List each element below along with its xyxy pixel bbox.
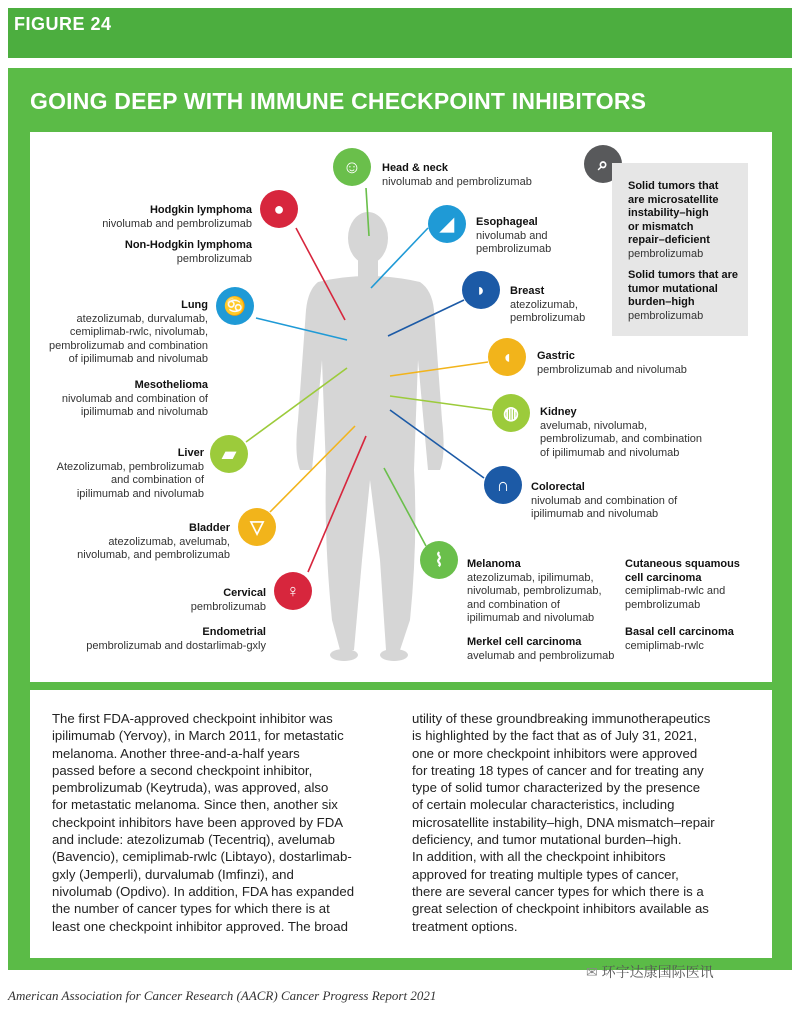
paragraph-left: The first FDA-approved checkpoint inhibitor was ipilimumab (Yervoy), in March 2011, for metastatic melanoma. Another three-and-a-half years passed before a second checkpoint inhibitor, pembrolizumab (Keytruda), was approved, also for metastatic melanoma. Since then, another six checkpoint inhibitors have been approved by FDA and include: atezolizumab (Tecentriq), avelumab (Bavencio), cemiplimab-rwlc (Libtayo), dostarlimab- gxly (Jemperli), durvalumab (Imfinzi), and nivolumab (Opdivo). In addition, FDA has expanded the number of cancer types for which there is at least one checkpoint inhibitor approved. The broad [52,711,355,934]
liver-icon: ▰ [210,435,248,473]
label-cervical: Cervical pembrolizumab [190,587,266,613]
solid-tumors-msi-label: Solid tumors that are microsatellite instability–high or mismatch repair–deficient pembrolizumab [628,180,719,260]
figure-title: GOING DEEP WITH IMMUNE CHECKPOINT INHIBITORS [30,88,647,114]
uterus-icon: ♀ [274,572,312,610]
label-melanoma: Melanoma atezolizumab, ipilimumab, nivolumab, pembrolizumab, and combination of ipilimumab and nivolumab [467,558,602,624]
label-bladder: Bladder atezolizumab, avelumab, nivolumab, and pembrolizumab [77,522,230,561]
label-bcc: Basal cell carcinoma cemiplimab-rwlc [625,626,734,652]
lungs-icon: ♋ [216,287,254,325]
label-hodgkin: Hodgkin lymphoma nivolumab and pembrolizumab [102,204,252,230]
paragraph-right: utility of these groundbreaking immunotherapeutics is highlighted by the fact that as of July 31, 2021, one or more checkpoint inhibitors were approved for treating 18 types of cancer and for treating any type of solid tumor characterized by the presence of certain molecular characteristics, including microsatellite instability–high, DNA mismatch–repair deficiency, and tumor mutational burden–high. In addition, with all the checkpoint inhibitors approved for treating multiple types of cancer, there are several cancer types for which there is a great selection of checkpoint inhibitors available as treatment options. [412,711,715,934]
label-merkel: Merkel cell carcinoma avelumab and pembrolizumab [467,636,615,662]
label-breast: Breast atezolizumab, pembrolizumab [510,285,586,324]
stomach-icon: ◖ [488,338,526,376]
blood-drops-icon: ● [260,190,298,228]
breast-icon: ◗ [462,271,500,309]
label-lung: Lung atezolizumab, durvalumab, cemiplimab-rwlc, nivolumab, pembrolizumab and combination of ipilimumab and nivolumab [49,299,208,365]
label-esophageal: Esophageal nivolumab and pembrolizumab [476,216,552,255]
label-endometrial: Endometrial pembrolizumab and dostarlimab-gxly [86,626,266,652]
bladder-icon: ▽ [238,508,276,546]
label-mesothelioma: Mesothelioma nivolumab and combination of ipilimumab and nivolumab [61,379,208,418]
head-icon: ☺ [333,148,371,186]
watermark: ✉ 环宇达康国际医讯 [586,964,714,980]
label-cscc: Cutaneous squamous cell carcinoma cemiplimab-rwlc and pembrolizumab [625,558,740,611]
label-gastric: Gastric pembrolizumab and nivolumab [537,350,687,376]
label-colorectal: Colorectal nivolumab and combination of ipilimumab and nivolumab [531,481,678,520]
label-liver: Liver Atezolizumab, pembrolizumab and combination of ipilimumab and nivolumab [56,447,204,500]
colon-icon: ∩ [484,466,522,504]
skin-icon: ⌇ [420,541,458,579]
solid-tumors-tmb-label: Solid tumors that are tumor mutational burden–high pembrolizumab [628,269,739,322]
wechat-icon: ✉ [586,964,598,980]
human-silhouette [296,212,443,661]
magnifier-icon: ⌕ [584,145,622,183]
label-kidney: Kidney avelumab, nivolumab, pembrolizumab, and combination of ipilimumab and nivolumab [540,406,703,459]
label-nonhodgkin: Non-Hodgkin lymphoma pembrolizumab [124,239,252,265]
esophagus-icon: ◢ [428,205,466,243]
label-head-neck: Head & neck nivolumab and pembrolizumab [382,162,532,188]
kidney-icon: ◍ [492,394,530,432]
figure-label: FIGURE 24 [14,14,112,34]
source-footer: American Association for Cancer Research (AACR) Cancer Progress Report 2021 [8,988,437,1003]
